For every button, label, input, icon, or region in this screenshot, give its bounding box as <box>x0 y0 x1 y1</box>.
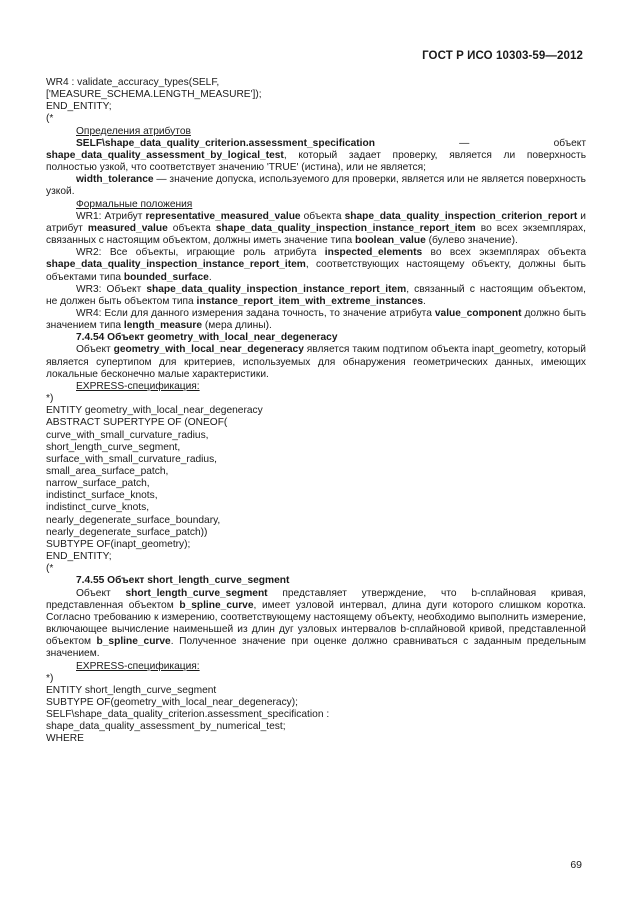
formal-propositions-heading: Формальные положения <box>76 198 193 210</box>
code-line: SUBTYPE OF(geometry_with_local_near_degeneracy); <box>46 696 298 708</box>
code-line: END_ENTITY; <box>46 551 112 563</box>
page-body <box>46 77 586 746</box>
code-line: (* <box>46 113 54 125</box>
code-line: narrow_surface_patch, <box>46 478 150 490</box>
express-heading: EXPRESS-спецификация: <box>76 660 200 672</box>
code-line: nearly_degenerate_surface_boundary, <box>46 514 221 526</box>
code-line: (* <box>46 563 54 575</box>
express-heading: EXPRESS-спецификация: <box>76 380 200 392</box>
section-title: 7.4.54 Объект geometry_with_local_near_degeneracy <box>76 332 338 344</box>
code-line: SUBTYPE OF(inapt_geometry); <box>46 538 191 550</box>
code-line: surface_with_small_curvature_radius, <box>46 453 218 465</box>
attribute-definitions-heading: Определения атрибутов <box>76 125 191 137</box>
formal-rule: WR2: Все объекты, играющие роль атрибута inspected_elements во всех экземплярах объекта shape_data_quality_inspection_instance_report_item, соответствующих настоящему объекту, должны быть объектами типа bounded_surface. <box>46 247 586 283</box>
standard-header: ГОСТ Р ИСО 10303-59—2012 <box>422 50 583 62</box>
section-body: Объект short_length_curve_segment представляет утверждение, что b-сплайновая кривая, представленная объектом b_spline_curve, имеет узловой интервал, длина дуги которого слишком коротка. Согласно требованию к измерению, соответствующему настоящему объекту, необходимо выполнить измерение, включающее вычисление наименьшей из длин дуг узловых интервалов b-сплайновой кривой, представленной объектом b_spline_curve. Полученное значение при оценке должно сравниваться с заданным предельным значением. <box>46 587 586 660</box>
code-line: nearly_degenerate_surface_patch)) <box>46 526 208 538</box>
attribute-definition: width_tolerance — значение допуска, используемого для проверки, является или не является поверхность узкой. <box>46 174 586 198</box>
formal-rule: WR4: Если для данного измерения задана точность, то значение атрибута value_component должно быть значением типа length_measure (мера длины). <box>46 307 587 332</box>
code-line: shape_data_quality_assessment_by_numerical_test; <box>46 721 286 733</box>
code-line: curve_with_small_curvature_radius, <box>46 429 209 441</box>
code-line: indistinct_curve_knots, <box>46 502 150 514</box>
formal-rule: WR1: Атрибут representative_measured_value объекта shape_data_quality_inspection_criterion_report и атрибут measured_value объекта shape_data_quality_inspection_instance_report_item во всех экземплярах, связанных с настоящим объектом, должны иметь значение типа boolean_value (булево значение). <box>46 210 586 247</box>
code-line: ENTITY short_length_curve_segment <box>46 684 217 696</box>
code-line: *) <box>46 393 54 405</box>
code-line: short_length_curve_segment, <box>46 441 181 453</box>
code-line: small_area_surface_patch, <box>46 466 169 477</box>
code-line: ENTITY geometry_with_local_near_degeneracy <box>46 405 263 417</box>
page-number: 69 <box>570 859 582 871</box>
code-line: END_ENTITY; <box>46 101 112 113</box>
section-body: Объект geometry_with_local_near_degeneracy является таким подтипом объекта inapt_geometry, который является супертипом для критериев, используемых для обнаружения геометрических данных, имеющих локальные бесконечно малые характеристики. <box>46 344 586 380</box>
code-line: WR4 : validate_accuracy_types(SELF, <box>46 77 220 88</box>
code-line: SELF\shape_data_quality_criterion.assessment_specification : <box>46 709 330 721</box>
attribute-definition: SELF\shape_data_quality_criterion.assessment_specification — объект shape_data_quality_assessment_by_logical_test, который задает проверку, является ли поверхность полностью узкой, что соответствует значению 'TRUE' (истина), или не является; <box>46 137 586 174</box>
section-title: 7.4.55 Объект short_length_curve_segment <box>76 575 290 587</box>
code-line: *) <box>46 672 54 684</box>
formal-rule: WR3: Объект shape_data_quality_inspection_instance_report_item, связанный с настоящим объектом, не должен быть объектом типа instance_report_item_with_extreme_instances. <box>46 283 586 307</box>
code-line: indistinct_surface_knots, <box>46 490 158 502</box>
code-line: WHERE <box>46 733 84 745</box>
code-line: ABSTRACT SUPERTYPE OF (ONEOF( <box>46 417 228 429</box>
code-line: ['MEASURE_SCHEMA.LENGTH_MEASURE']); <box>46 89 262 101</box>
